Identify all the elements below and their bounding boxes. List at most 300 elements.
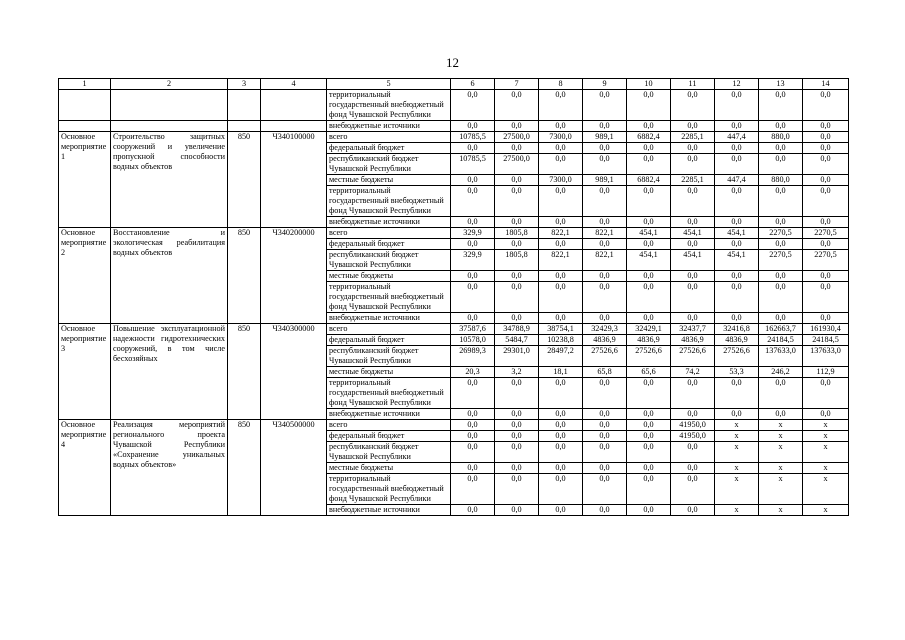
value-cell: 880,0 [759, 132, 803, 143]
activity-description: Восстановление и экологическая реабилитация водных объектов [111, 228, 228, 324]
value-cell: x [715, 431, 759, 442]
column-header: 14 [803, 79, 849, 90]
budget-code: Ч340200000 [261, 228, 327, 324]
value-cell: 0,0 [583, 186, 627, 217]
value-cell: 0,0 [495, 186, 539, 217]
value-cell: 0,0 [759, 409, 803, 420]
value-cell: 4836,9 [627, 335, 671, 346]
value-cell: 0,0 [539, 505, 583, 516]
funding-source: территориальный государственный внебюджетный фонд Чувашской Республики [327, 186, 451, 217]
value-cell: 454,1 [627, 228, 671, 239]
column-header: 1 [59, 79, 111, 90]
value-cell: 0,0 [671, 442, 715, 463]
value-cell: 4836,9 [715, 335, 759, 346]
value-cell: 24184,5 [803, 335, 849, 346]
value-cell: 0,0 [715, 409, 759, 420]
table-row [59, 121, 849, 132]
empty-cell [261, 121, 327, 132]
value-cell: 0,0 [671, 121, 715, 132]
value-cell: 27500,0 [495, 132, 539, 143]
value-cell: 0,0 [539, 431, 583, 442]
value-cell: 880,0 [759, 175, 803, 186]
value-cell: x [715, 474, 759, 505]
value-cell: 137633,0 [803, 346, 849, 367]
value-cell: 32429,3 [583, 324, 627, 335]
value-cell: 246,2 [759, 367, 803, 378]
value-cell: 0,0 [803, 409, 849, 420]
value-cell: 0,0 [451, 121, 495, 132]
empty-cell [111, 121, 228, 132]
funding-source: местные бюджеты [327, 463, 451, 474]
value-cell: 0,0 [451, 442, 495, 463]
empty-cell [228, 121, 261, 132]
value-cell: 6882,4 [627, 175, 671, 186]
value-cell: 0,0 [495, 239, 539, 250]
table-row [59, 228, 849, 239]
value-cell: 0,0 [627, 217, 671, 228]
value-cell: 0,0 [803, 132, 849, 143]
value-cell: 0,0 [495, 378, 539, 409]
column-header: 12 [715, 79, 759, 90]
value-cell: 0,0 [451, 186, 495, 217]
value-cell: 29301,0 [495, 346, 539, 367]
value-cell: 0,0 [803, 186, 849, 217]
value-cell: 0,0 [715, 271, 759, 282]
value-cell: 0,0 [715, 121, 759, 132]
budget-code: Ч340300000 [261, 324, 327, 420]
value-cell: 454,1 [715, 228, 759, 239]
value-cell: 0,0 [627, 409, 671, 420]
value-cell: 7300,0 [539, 175, 583, 186]
empty-cell [111, 90, 228, 121]
value-cell: 989,1 [583, 132, 627, 143]
value-cell: 0,0 [671, 239, 715, 250]
value-cell: 0,0 [671, 474, 715, 505]
empty-cell [261, 90, 327, 121]
value-cell: 38754,1 [539, 324, 583, 335]
value-cell: 454,1 [671, 250, 715, 271]
value-cell: 0,0 [627, 431, 671, 442]
value-cell: 0,0 [671, 217, 715, 228]
value-cell: x [759, 474, 803, 505]
value-cell: 0,0 [627, 378, 671, 409]
value-cell: 41950,0 [671, 420, 715, 431]
value-cell: 329,9 [451, 228, 495, 239]
value-cell: 112,9 [803, 367, 849, 378]
value-cell: 822,1 [583, 228, 627, 239]
value-cell: 0,0 [627, 313, 671, 324]
funding-source: всего [327, 132, 451, 143]
value-cell: 26989,3 [451, 346, 495, 367]
value-cell: 0,0 [495, 505, 539, 516]
value-cell: 7300,0 [539, 132, 583, 143]
value-cell: 447,4 [715, 132, 759, 143]
value-cell: 0,0 [451, 175, 495, 186]
value-cell: 0,0 [451, 431, 495, 442]
value-cell: 0,0 [671, 143, 715, 154]
value-cell: 1805,8 [495, 228, 539, 239]
value-cell: 3,2 [495, 367, 539, 378]
funding-table [58, 78, 849, 516]
value-cell: 10578,0 [451, 335, 495, 346]
activity-name: Основное мероприятие 2 [59, 228, 111, 324]
value-cell: 0,0 [627, 121, 671, 132]
value-cell: 0,0 [715, 282, 759, 313]
value-cell: 4836,9 [583, 335, 627, 346]
grbs-code: 850 [228, 420, 261, 516]
value-cell: 0,0 [451, 217, 495, 228]
value-cell: 0,0 [715, 143, 759, 154]
value-cell: 0,0 [803, 217, 849, 228]
value-cell: 0,0 [583, 90, 627, 121]
value-cell: 5484,7 [495, 335, 539, 346]
column-header: 10 [627, 79, 671, 90]
value-cell: x [759, 431, 803, 442]
budget-code: Ч340500000 [261, 420, 327, 516]
value-cell: 0,0 [539, 90, 583, 121]
value-cell: 27526,6 [583, 346, 627, 367]
value-cell: 0,0 [583, 217, 627, 228]
value-cell: 2285,1 [671, 175, 715, 186]
value-cell: 0,0 [495, 313, 539, 324]
column-header: 5 [327, 79, 451, 90]
funding-source: территориальный государственный внебюджетный фонд Чувашской Республики [327, 90, 451, 121]
column-header: 4 [261, 79, 327, 90]
value-cell: 0,0 [539, 186, 583, 217]
value-cell: 0,0 [803, 239, 849, 250]
value-cell: x [715, 463, 759, 474]
value-cell: 0,0 [671, 154, 715, 175]
value-cell: x [715, 442, 759, 463]
value-cell: 0,0 [803, 175, 849, 186]
value-cell: 0,0 [671, 271, 715, 282]
value-cell: 0,0 [495, 474, 539, 505]
funding-source: федеральный бюджет [327, 335, 451, 346]
column-header: 3 [228, 79, 261, 90]
value-cell: 0,0 [583, 313, 627, 324]
grbs-code: 850 [228, 228, 261, 324]
value-cell: 0,0 [495, 431, 539, 442]
value-cell: 0,0 [539, 378, 583, 409]
value-cell: 2270,5 [759, 228, 803, 239]
grbs-code: 850 [228, 132, 261, 228]
value-cell: 0,0 [715, 186, 759, 217]
empty-cell [228, 90, 261, 121]
value-cell: 0,0 [715, 313, 759, 324]
funding-source: республиканский бюджет Чувашской Республики [327, 346, 451, 367]
value-cell: 0,0 [495, 409, 539, 420]
value-cell: 0,0 [803, 282, 849, 313]
value-cell: 0,0 [539, 442, 583, 463]
value-cell: 0,0 [759, 378, 803, 409]
value-cell: 0,0 [539, 474, 583, 505]
value-cell: 74,2 [671, 367, 715, 378]
value-cell: 0,0 [627, 154, 671, 175]
funding-source: федеральный бюджет [327, 239, 451, 250]
value-cell: 0,0 [759, 313, 803, 324]
value-cell: 0,0 [539, 463, 583, 474]
value-cell: 0,0 [715, 378, 759, 409]
activity-description: Строительство защитных сооружений и увеличение пропускной способности водных объектов [111, 132, 228, 228]
value-cell: 0,0 [627, 282, 671, 313]
value-cell: 0,0 [539, 282, 583, 313]
value-cell: 24184,5 [759, 335, 803, 346]
value-cell: 27526,6 [715, 346, 759, 367]
value-cell: 0,0 [539, 217, 583, 228]
value-cell: 454,1 [715, 250, 759, 271]
value-cell: 329,9 [451, 250, 495, 271]
value-cell: 0,0 [583, 143, 627, 154]
column-header: 11 [671, 79, 715, 90]
page-number: 12 [446, 55, 459, 70]
value-cell: 0,0 [495, 143, 539, 154]
value-cell: 0,0 [539, 313, 583, 324]
value-cell: 0,0 [759, 217, 803, 228]
value-cell: 0,0 [671, 409, 715, 420]
value-cell: x [759, 442, 803, 463]
value-cell: 27526,6 [671, 346, 715, 367]
value-cell: 0,0 [627, 90, 671, 121]
funding-source: внебюджетные источники [327, 313, 451, 324]
funding-source: внебюджетные источники [327, 505, 451, 516]
funding-source: территориальный государственный внебюджетный фонд Чувашской Республики [327, 282, 451, 313]
value-cell: 0,0 [583, 409, 627, 420]
value-cell: 2270,5 [803, 228, 849, 239]
value-cell: 0,0 [627, 474, 671, 505]
value-cell: 0,0 [803, 121, 849, 132]
activity-description: Реализация мероприятий регионального проекта Чувашской Республики «Сохранение уникальных водных объектов» [111, 420, 228, 516]
funding-source: всего [327, 420, 451, 431]
value-cell: 32416,8 [715, 324, 759, 335]
funding-source: республиканский бюджет Чувашской Республики [327, 154, 451, 175]
value-cell: 0,0 [759, 186, 803, 217]
value-cell: 0,0 [671, 378, 715, 409]
value-cell: 0,0 [803, 271, 849, 282]
value-cell: 0,0 [627, 420, 671, 431]
value-cell: 0,0 [495, 463, 539, 474]
value-cell: x [803, 474, 849, 505]
value-cell: 0,0 [671, 282, 715, 313]
funding-source: федеральный бюджет [327, 431, 451, 442]
funding-source: всего [327, 228, 451, 239]
value-cell: 0,0 [539, 271, 583, 282]
value-cell: 0,0 [759, 143, 803, 154]
column-header: 8 [539, 79, 583, 90]
funding-source: внебюджетные источники [327, 217, 451, 228]
value-cell: x [803, 442, 849, 463]
funding-source: всего [327, 324, 451, 335]
value-cell: 0,0 [583, 121, 627, 132]
value-cell: 0,0 [451, 313, 495, 324]
value-cell: x [759, 505, 803, 516]
activity-description: Повышение эксплуатационной надежности гидротехнических сооружений, в том числе бесхозяйных [111, 324, 228, 420]
value-cell: 65,8 [583, 367, 627, 378]
funding-source: республиканский бюджет Чувашской Республики [327, 442, 451, 463]
value-cell: x [759, 463, 803, 474]
value-cell: 822,1 [583, 250, 627, 271]
value-cell: 0,0 [451, 143, 495, 154]
value-cell: 454,1 [627, 250, 671, 271]
value-cell: 0,0 [583, 442, 627, 463]
funding-source: федеральный бюджет [327, 143, 451, 154]
value-cell: x [803, 463, 849, 474]
value-cell: 0,0 [803, 378, 849, 409]
value-cell: 0,0 [583, 463, 627, 474]
value-cell: x [759, 420, 803, 431]
value-cell: 0,0 [627, 143, 671, 154]
table-row [59, 420, 849, 431]
value-cell: 0,0 [451, 378, 495, 409]
value-cell: 0,0 [803, 90, 849, 121]
value-cell: 10238,8 [539, 335, 583, 346]
activity-name: Основное мероприятие 4 [59, 420, 111, 516]
funding-source: территориальный государственный внебюджетный фонд Чувашской Республики [327, 378, 451, 409]
funding-source: внебюджетные источники [327, 409, 451, 420]
value-cell: 0,0 [583, 154, 627, 175]
value-cell: 0,0 [627, 239, 671, 250]
value-cell: 0,0 [627, 271, 671, 282]
value-cell: 0,0 [715, 239, 759, 250]
funding-source: местные бюджеты [327, 271, 451, 282]
value-cell: 2270,5 [803, 250, 849, 271]
value-cell: 0,0 [539, 121, 583, 132]
column-header: 13 [759, 79, 803, 90]
value-cell: 0,0 [671, 313, 715, 324]
value-cell: 27526,6 [627, 346, 671, 367]
value-cell: x [803, 431, 849, 442]
value-cell: 0,0 [671, 463, 715, 474]
table-row [59, 90, 849, 121]
value-cell: 0,0 [671, 90, 715, 121]
value-cell: 0,0 [583, 505, 627, 516]
value-cell: x [715, 420, 759, 431]
value-cell: 0,0 [759, 90, 803, 121]
value-cell: 0,0 [451, 409, 495, 420]
value-cell: 0,0 [715, 90, 759, 121]
value-cell: 0,0 [583, 474, 627, 505]
value-cell: 2285,1 [671, 132, 715, 143]
header-row [59, 79, 849, 90]
value-cell: 0,0 [495, 420, 539, 431]
value-cell: 37587,6 [451, 324, 495, 335]
value-cell: 0,0 [583, 282, 627, 313]
value-cell: 0,0 [539, 420, 583, 431]
value-cell: 822,1 [539, 228, 583, 239]
value-cell: 0,0 [451, 239, 495, 250]
budget-code: Ч340100000 [261, 132, 327, 228]
value-cell: 0,0 [451, 505, 495, 516]
value-cell: 0,0 [803, 313, 849, 324]
funding-source: местные бюджеты [327, 175, 451, 186]
grbs-code: 850 [228, 324, 261, 420]
value-cell: 0,0 [539, 409, 583, 420]
activity-name: Основное мероприятие 3 [59, 324, 111, 420]
empty-cell [59, 121, 111, 132]
value-cell: 6882,4 [627, 132, 671, 143]
value-cell: 28497,2 [539, 346, 583, 367]
value-cell: 0,0 [627, 186, 671, 217]
value-cell: 162663,7 [759, 324, 803, 335]
value-cell: 989,1 [583, 175, 627, 186]
value-cell: 0,0 [495, 271, 539, 282]
value-cell: 18,1 [539, 367, 583, 378]
value-cell: 0,0 [759, 121, 803, 132]
value-cell: 161930,4 [803, 324, 849, 335]
value-cell: 0,0 [495, 282, 539, 313]
value-cell: 0,0 [803, 143, 849, 154]
value-cell: 20,3 [451, 367, 495, 378]
column-header: 6 [451, 79, 495, 90]
value-cell: 0,0 [451, 271, 495, 282]
value-cell: 10785,5 [451, 132, 495, 143]
value-cell: 0,0 [583, 239, 627, 250]
value-cell: 0,0 [495, 217, 539, 228]
value-cell: 0,0 [759, 154, 803, 175]
value-cell: 0,0 [451, 90, 495, 121]
value-cell: 0,0 [451, 420, 495, 431]
value-cell: x [803, 505, 849, 516]
value-cell: 0,0 [583, 431, 627, 442]
value-cell: 0,0 [539, 239, 583, 250]
value-cell: 0,0 [539, 154, 583, 175]
value-cell: 0,0 [451, 282, 495, 313]
value-cell: x [715, 505, 759, 516]
value-cell: 0,0 [715, 154, 759, 175]
value-cell: 27500,0 [495, 154, 539, 175]
column-header: 9 [583, 79, 627, 90]
value-cell: 34788,9 [495, 324, 539, 335]
empty-cell [59, 90, 111, 121]
value-cell: 0,0 [583, 420, 627, 431]
value-cell: 4836,9 [671, 335, 715, 346]
value-cell: 32437,7 [671, 324, 715, 335]
column-header: 2 [111, 79, 228, 90]
value-cell: 0,0 [583, 271, 627, 282]
value-cell: 1805,8 [495, 250, 539, 271]
value-cell: 822,1 [539, 250, 583, 271]
value-cell: 0,0 [627, 505, 671, 516]
value-cell: 0,0 [539, 143, 583, 154]
funding-source: территориальный государственный внебюджетный фонд Чувашской Республики [327, 474, 451, 505]
value-cell: 2270,5 [759, 250, 803, 271]
value-cell: 0,0 [803, 154, 849, 175]
value-cell: 447,4 [715, 175, 759, 186]
activity-name: Основное мероприятие 1 [59, 132, 111, 228]
value-cell: 0,0 [495, 175, 539, 186]
value-cell: 454,1 [671, 228, 715, 239]
value-cell: 10785,5 [451, 154, 495, 175]
value-cell: 0,0 [495, 90, 539, 121]
funding-source: внебюджетные источники [327, 121, 451, 132]
value-cell: 0,0 [759, 282, 803, 313]
value-cell: 41950,0 [671, 431, 715, 442]
value-cell: 0,0 [627, 442, 671, 463]
value-cell: 0,0 [627, 463, 671, 474]
funding-source: республиканский бюджет Чувашской Республики [327, 250, 451, 271]
value-cell: 53,3 [715, 367, 759, 378]
table-row [59, 132, 849, 143]
value-cell: 0,0 [671, 505, 715, 516]
value-cell: 0,0 [759, 239, 803, 250]
value-cell: 0,0 [495, 121, 539, 132]
value-cell: 137633,0 [759, 346, 803, 367]
value-cell: 0,0 [671, 186, 715, 217]
value-cell: x [803, 420, 849, 431]
column-header: 7 [495, 79, 539, 90]
value-cell: 0,0 [451, 463, 495, 474]
value-cell: 32429,1 [627, 324, 671, 335]
value-cell: 0,0 [715, 217, 759, 228]
